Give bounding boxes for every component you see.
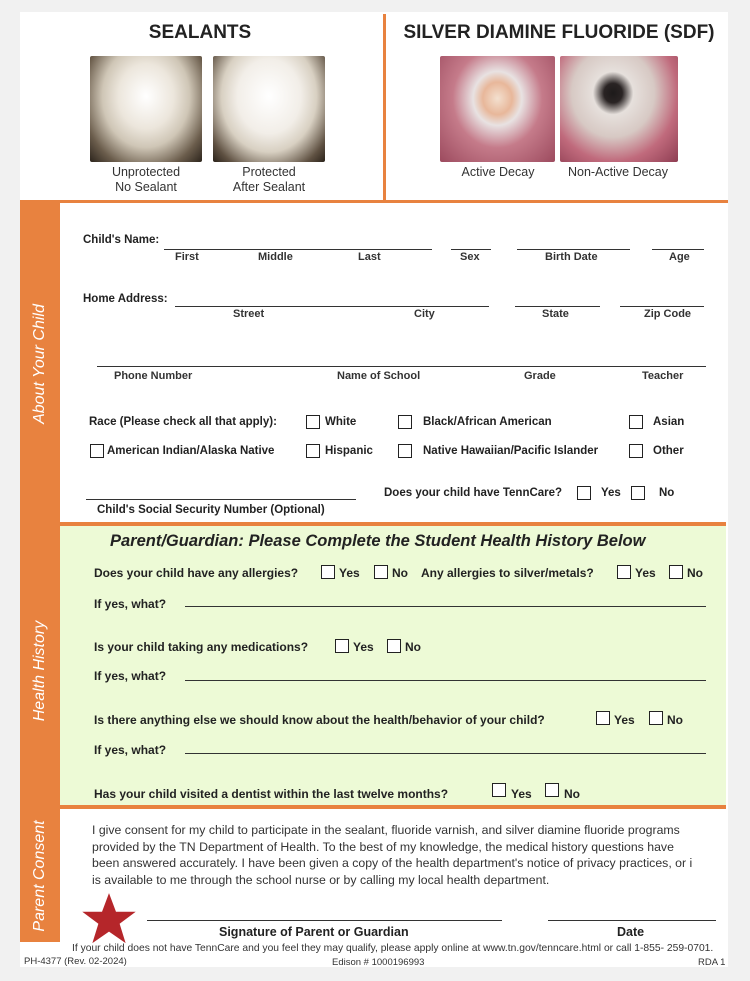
sex-line: [451, 249, 491, 250]
allergies-yes-checkbox[interactable]: [321, 565, 335, 579]
meds-no-checkbox[interactable]: [387, 639, 401, 653]
race-other-checkbox[interactable]: [629, 444, 643, 458]
dentist-yes-checkbox[interactable]: [492, 783, 506, 797]
date-line[interactable]: [548, 920, 716, 921]
date-label: Date: [617, 925, 645, 939]
section-rule-consent: [20, 805, 726, 809]
else-no-label: No: [667, 713, 683, 727]
consent-line: is available to me through the school nurse or by calling my local health department.: [92, 872, 550, 887]
tooth-photo-active-decay: [440, 56, 555, 162]
consent-side-label: Parent Consent: [31, 820, 48, 932]
allergies-no-label: No: [392, 566, 408, 580]
sub-age: Age: [669, 251, 690, 263]
race-native-hawaiian-label: Native Hawaiian/Pacific Islander: [423, 445, 599, 457]
caption-unprotected: [86, 165, 206, 195]
contact-line: [97, 366, 706, 367]
zip-line: [620, 306, 704, 307]
consent-line: I give consent for my child to participate in the sealant, fluoride varnish, and silver diamine fluoride programs: [92, 823, 680, 837]
tenncare-no-checkbox[interactable]: [631, 486, 645, 500]
dentist-no-checkbox[interactable]: [545, 783, 559, 797]
sub-grade: Grade: [524, 370, 556, 382]
sub-sex: Sex: [460, 251, 480, 263]
ssn-line: [86, 499, 356, 500]
tenncare-notice: If your child does not have TennCare and you feel they may qualify, please apply online at www.tn.gov/tenncare.html or call 1-855- 259-0701.: [72, 943, 714, 954]
caption-active-decay: Active Decay: [461, 165, 535, 179]
race-native-hawaiian-checkbox[interactable]: [398, 444, 412, 458]
header-divider: [383, 14, 386, 202]
section-rule-top: [20, 200, 728, 203]
sub-school: Name of School: [337, 370, 421, 382]
meds-yes-checkbox[interactable]: [335, 639, 349, 653]
metals-yes-label: Yes: [635, 566, 656, 580]
edison-number: Edison # 1000196993: [332, 957, 425, 968]
sub-city: City: [414, 308, 435, 320]
consent-line: been answered accurately. I have been given a copy of the health department's notice of privacy practices, or i: [92, 856, 693, 870]
caption-line: Protected: [242, 165, 296, 179]
allergies-no-checkbox[interactable]: [374, 565, 388, 579]
health-heading: Parent/Guardian: Please Complete the Student Health History Below: [110, 532, 646, 550]
consent-line: provided by the TN Department of Health. To the best of my knowledge, the medical history questions have: [92, 839, 674, 854]
caption-line: Unprotected: [111, 165, 181, 179]
else-if-yes-line[interactable]: [185, 753, 706, 754]
dentist-yes-label: Yes: [511, 787, 532, 801]
allergies-if-yes-label: If yes, what?: [94, 597, 167, 611]
childs-name-label: Child's Name:: [83, 234, 160, 246]
sub-first: First: [175, 251, 199, 263]
rda-code: RDA 1: [698, 957, 726, 968]
race-hispanic-label: Hispanic: [325, 445, 373, 457]
caption-line: No Sealant: [115, 180, 177, 194]
form-id: PH-4377 (Rev. 02-2024): [24, 956, 127, 967]
sub-last: Last: [358, 251, 381, 263]
race-asian-checkbox[interactable]: [629, 415, 643, 429]
health-side-label: Health History: [31, 620, 48, 722]
allergies-question: Does your child have any allergies?: [94, 566, 299, 580]
signature-label: Signature of Parent or Guardian: [219, 925, 409, 939]
race-label: Race (Please check all that apply):: [89, 416, 277, 428]
race-other-label: Other: [653, 445, 684, 457]
about-side-label: About Your Child: [31, 304, 48, 424]
tenncare-question: Does your child have TennCare?: [384, 487, 563, 499]
tn-star-icon: [78, 889, 140, 949]
caption-non-active-decay: Non-Active Decay: [567, 165, 669, 179]
sub-middle: Middle: [258, 251, 293, 263]
home-address-label: Home Address:: [83, 293, 168, 305]
race-white-checkbox[interactable]: [306, 415, 320, 429]
state-line: [515, 306, 600, 307]
race-white-label: White: [325, 416, 357, 428]
race-american-indian-checkbox[interactable]: [90, 444, 104, 458]
caption-line: After Sealant: [232, 180, 306, 194]
sub-phone: Phone Number: [114, 370, 193, 382]
allergies-if-yes-line[interactable]: [185, 606, 706, 607]
form-sheet: [20, 12, 728, 967]
tooth-photo-unprotected: [90, 56, 202, 162]
tenncare-yes-label: Yes: [601, 487, 621, 499]
tenncare-no-label: No: [659, 487, 675, 499]
else-yes-label: Yes: [614, 713, 635, 727]
meds-no-label: No: [405, 640, 421, 654]
race-american-indian-label: American Indian/Alaska Native: [107, 445, 275, 457]
sealants-title: SEALANTS: [148, 22, 252, 43]
tooth-photo-non-active-decay: [560, 56, 678, 162]
childs-name-line: [164, 249, 432, 250]
metals-yes-checkbox[interactable]: [617, 565, 631, 579]
else-if-yes-label: If yes, what?: [94, 743, 167, 757]
race-asian-label: Asian: [653, 416, 685, 428]
meds-if-yes-label: If yes, what?: [94, 669, 167, 683]
birth-date-line: [517, 249, 630, 250]
dentist-no-label: No: [564, 787, 580, 801]
race-hispanic-checkbox[interactable]: [306, 444, 320, 458]
tooth-photo-protected: [213, 56, 325, 162]
race-black-checkbox[interactable]: [398, 415, 412, 429]
caption-protected: [209, 165, 329, 195]
allergies-yes-label: Yes: [339, 566, 360, 580]
sdf-title: SILVER DIAMINE FLUORIDE (SDF): [403, 22, 715, 43]
sub-zip: Zip Code: [644, 308, 692, 320]
else-no-checkbox[interactable]: [649, 711, 663, 725]
sub-birth-date: Birth Date: [545, 251, 598, 263]
sub-state: State: [542, 308, 569, 320]
consent-paragraph: [92, 822, 728, 888]
metals-no-label: No: [687, 566, 703, 580]
dentist-question: Has your child visited a dentist within the last twelve months?: [94, 787, 449, 801]
sub-teacher: Teacher: [642, 370, 684, 382]
metals-no-checkbox[interactable]: [669, 565, 683, 579]
meds-yes-label: Yes: [353, 640, 374, 654]
else-question: Is there anything else we should know about the health/behavior of your child?: [94, 713, 545, 727]
meds-question: Is your child taking any medications?: [94, 640, 309, 654]
else-yes-checkbox[interactable]: [596, 711, 610, 725]
age-line: [652, 249, 704, 250]
tenncare-yes-checkbox[interactable]: [577, 486, 591, 500]
address-line: [175, 306, 489, 307]
ssn-label: Child's Social Security Number (Optional): [97, 504, 325, 516]
race-black-label: Black/African American: [423, 416, 552, 428]
metals-question: Any allergies to silver/metals?: [421, 566, 594, 580]
signature-line[interactable]: [147, 920, 502, 921]
sub-street: Street: [233, 308, 265, 320]
meds-if-yes-line[interactable]: [185, 680, 706, 681]
